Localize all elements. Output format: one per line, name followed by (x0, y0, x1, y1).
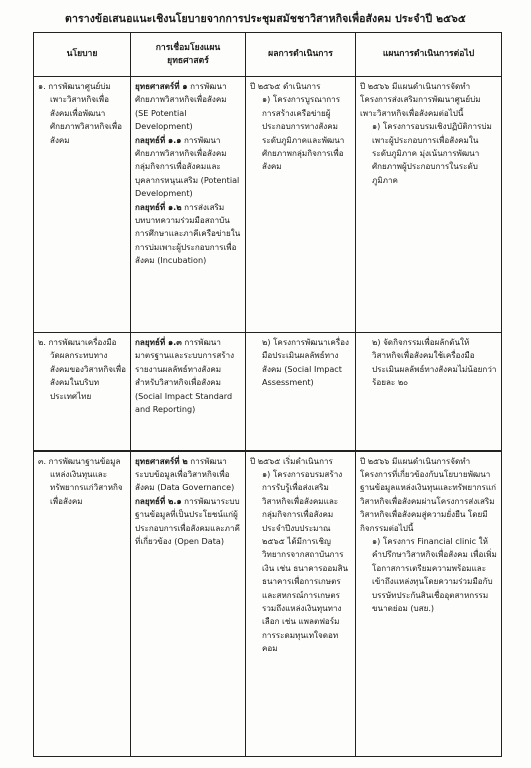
row-1-next-plan (356, 77, 502, 333)
strategy-item: กลยุทธ์ที่ ๒.๑ การพัฒนาระบบฐานข้อมูลที่เป็นประโยชน์แก่ผู้ประกอบการเพื่อสังคมและภาคีที่เกี่ยวข้อง (Open Data) (135, 495, 240, 546)
plan-line: ๑) โครงการอบรมเชิงปฏิบัติการบ่มเพาะผู้ประกอบการเพื่อสังคมในระดับภูมิภาค มุ่งเน้นการพัฒนาศักยภาพผู้ประกอบการในระดับภูมิภาค (372, 121, 492, 185)
row-3-strategy (131, 451, 246, 757)
policy-text: ๒. การพัฒนาเครื่องมือวัดผลกระทบทางสังคมของวิสาหกิจเพื่อสังคมในบริบทประเทศไทย (38, 337, 126, 401)
row-1-results (246, 77, 356, 333)
table-row (34, 333, 502, 451)
document-title: ตารางข้อเสนอแนะเชิงนโยบายจากการประชุมสมัชชาวิสาหกิจเพื่อสังคม ประจำปี ๒๕๖๕ (65, 13, 466, 25)
row-3-results (246, 451, 356, 757)
policy-table (33, 32, 502, 757)
plan-line: ๒) จัดกิจกรรมเพื่อผลักดันให้วิสาหกิจเพื่อสังคมใช้เครื่องมือประเมินผลลัพธ์ทางสังคมไม่น้อยกว่าร้อยละ ๒๐ (372, 337, 497, 388)
row-3-next-plan (356, 451, 502, 757)
row-1-policy (34, 77, 131, 333)
results-line: ปี ๒๕๖๕ เริ่มดำเนินการ (250, 455, 333, 466)
row-3-policy (34, 451, 131, 757)
header-results: ผลการดำเนินการ (246, 33, 356, 77)
row-2-policy (34, 333, 131, 451)
header-policy: นโยบาย (34, 33, 131, 77)
table-row (34, 77, 502, 333)
strategy-item: กลยุทธ์ที่ ๑.๒ การส่งเสริมบทบาทความร่วมมือสถาบันการศึกษาและภาคีเครือข่ายในการบ่มเพาะผู้ประกอบการเพื่อสังคม (Incubation) (135, 201, 241, 266)
plan-line: ปี ๒๕๖๖ มีแผนดำเนินการจัดทำโครงการส่งเสริมการพัฒนาศูนย์บ่มเพาะวิสาหกิจเพื่อสังคมต่อไปนี้ (360, 81, 481, 118)
results-line: ๑) โครงการบูรณาการการสร้างเครือข่ายผู้ประกอบการทางสังคมระดับภูมิภาคและพัฒนาศักยภาพกลุ่มกิจการเพื่อสังคม (262, 94, 345, 172)
row-2-strategy (131, 333, 246, 451)
strategy-item: กลยุทธ์ที่ ๑.๓ การพัฒนามาตรฐานและระบบการสร้างรายงานผลลัพธ์ทางสังคมสำหรับวิสาหกิจเพื่อสังคม (Social Impact Standard and Reporting) (135, 337, 235, 415)
row-2-next-plan (356, 333, 502, 451)
strategy-item: ยุทธศาสตร์ที่ ๒ การพัฒนาระบบข้อมูลเพื่อวิสาหกิจเพื่อสังคม (Data Governance) (135, 455, 235, 493)
policy-text: ๑. การพัฒนาศูนย์บ่มเพาะวิสาหกิจเพื่อสังคมเพื่อพัฒนาศักยภาพวิสาหกิจเพื่อสังคม (38, 81, 122, 145)
table-row (34, 451, 502, 757)
strategy-item: กลยุทธ์ที่ ๑.๑ การพัฒนาศักยภาพวิสาหกิจเพื่อสังคมกลุ่มกิจการเพื่อสังคมและบุคลากรหนุนเสริม (Potential Development) (135, 134, 240, 199)
row-1-strategy (131, 77, 246, 333)
results-line: ๑) โครงการอบรมสร้างการรับรู้เพื่อส่งเสริมวิสาหกิจเพื่อสังคมและกลุ่มกิจการเพื่อสังคม ประจำปีงบประมาณ ๒๕๖๕ ได้มีการเชิญวิทยากรจากสถาบันการเงิน เช่น ธนาคารออมสิน ธนาคารเพื่อการเกษตรและสหกรณ์การเกษตร รวมถึงแหล่งเงินทุนทางเลือก เช่น แพลตฟอร์มการระดมทุนเทใจดอทคอม (262, 468, 349, 654)
plan-line: ๑) โครงการ Financial clinic ให้คำปรึกษาวิสาหกิจเพื่อสังคม เพื่อเพิ่มโอกาสการเตรียมความพร้อมและเข้าถึงแหล่งทุนโดยความร่วมมือกับบรรษัทประกันสินเชื่ออุตสาหกรรมขนาดย่อม (บสย.) (372, 535, 497, 613)
results-line: ปี ๒๕๖๕ ดำเนินการ (250, 81, 321, 91)
policy-text: ๓. การพัฒนาฐานข้อมูลแหล่งเงินทุนและทรัพยากรแก่วิสาหกิจเพื่อสังคม (38, 455, 123, 506)
plan-line: ปี ๒๕๖๖ มีแผนดำเนินการจัดทำโครงการที่เกี่ยวข้องกับนโยบายพัฒนาฐานข้อมูลแหล่งเงินทุนและทรัพยากรแก่วิสาหกิจเพื่อสังคมผ่านโครงการส่งเสริมวิสาหกิจเพื่อสังคมสู่ความยั่งยืน โดยมีกิจกรรมต่อไปนี้ (360, 455, 497, 533)
results-line: ๒) โครงการพัฒนาเครื่องมือประเมินผลลัพธ์ทางสังคม (Social Impact Assessment) (262, 337, 349, 388)
table-header-row (34, 33, 502, 77)
header-strategy: การเชื่อมโยงแผนยุทธศาสตร์ (131, 33, 246, 77)
strategy-item: ยุทธศาสตร์ที่ ๑ การพัฒนาศักยภาพวิสาหกิจเพื่อสังคม (SE Potential Development) (135, 81, 227, 132)
row-2-results (246, 333, 356, 451)
header-next-plan: แผนการดำเนินการต่อไป (356, 33, 502, 77)
